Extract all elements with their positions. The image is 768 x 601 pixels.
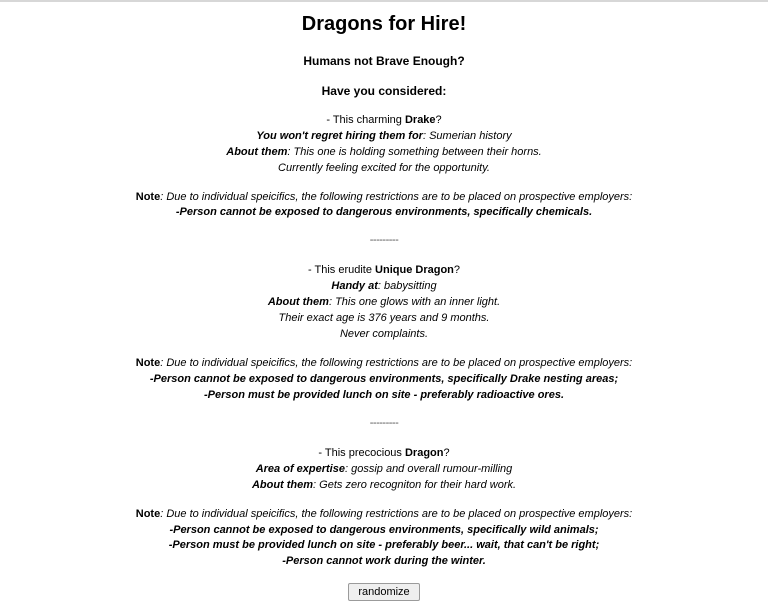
entry-note-block [8,190,760,222]
entry-lead-suffix: ? [453,264,461,277]
note-intro-text: Due to individual speicifics, the following restrictions are to be placed on prospective employers: [166,357,633,370]
entry-about-value: Gets zero recogniton for their hard work. [319,478,517,491]
entry-lead: - This charming [326,113,405,126]
controls [8,582,760,601]
entry-skill-label: Area of expertise [255,462,345,475]
note-intro-text: Due to individual speicifics, the following restrictions are to be placed on prospective employers: [166,190,633,203]
page-title: Dragons for Hire! [301,13,467,35]
entry-about-line: About them: This one is holding something between their horns. [226,145,542,158]
entry-note-block [8,356,760,404]
entry-skill-line: Handy at: babysitting [331,280,437,293]
entry-about-label: About them [251,478,314,491]
note-label: Note [135,507,161,520]
dragon-entry [8,263,760,404]
entry-about-label: About them [226,145,288,158]
dragon-entry [8,113,760,222]
entry-kind: Drake [404,113,436,126]
entry-kind: Unique Dragon [375,264,454,277]
entry-about-value: This one is holding something between their horns. [293,145,542,158]
entry-about-value: This one glows with an inner light. [335,296,501,309]
entry-skill-label: Handy at [331,280,378,293]
entry-headline [8,113,760,129]
entry-about-label: About them [267,296,329,309]
entry-note-block [8,507,760,571]
entry-about-line: About them: This one glows with an inner light. [267,296,501,309]
entry-lead-suffix: ? [443,446,450,459]
entry-headline [8,446,760,462]
page-subtitle: Humans not Brave Enough? [303,54,465,68]
entry-note-intro: Note: Due to individual speicifics, the following restrictions are to be placed on prospective employers: [135,190,633,203]
entry-kind: Dragon [404,446,444,459]
entry-restriction: -Person cannot be exposed to dangerous environments, specifically wild animals; [169,523,599,536]
entry-about-line: About them: Gets zero recogniton for their hard work. [251,478,517,491]
entry-about-extra: Never complaints. [339,328,429,341]
entry-restriction: -Person must be provided lunch on site - preferably radioactive ores. [203,388,565,401]
note-label: Note [135,190,161,203]
entry-about-extra: Currently feeling excited for the opportunity. [278,161,490,174]
page-content [0,12,768,601]
entry-note-intro: Note: Due to individual speicifics, the following restrictions are to be placed on prospective employers: [135,357,633,370]
note-intro-text: Due to individual speicifics, the following restrictions are to be placed on prospective employers: [166,507,633,520]
note-label: Note [135,357,161,370]
randomize-button[interactable]: randomize [348,583,419,601]
entry-headline [8,263,760,279]
entry-skill-value: gossip and overall rumour-milling [351,462,513,475]
entry-skill-line: Area of expertise: gossip and overall rumour-milling [255,462,513,475]
entry-skill-line: You won't regret hiring them for: Sumerian history [256,129,512,142]
entry-separator: --------- [369,416,399,429]
dragon-entry [8,446,760,571]
page-prompt: Have you considered: [321,84,447,99]
entry-restriction: -Person cannot be exposed to dangerous environments, specifically Drake nesting areas; [149,372,619,385]
entry-restriction: -Person must be provided lunch on site - preferably beer... wait, that can't be right; [168,539,600,552]
entry-lead: - This erudite [307,264,376,277]
top-divider [0,0,768,2]
entry-note-intro: Note: Due to individual speicifics, the following restrictions are to be placed on prospective employers: [135,507,633,520]
entry-skill-value: babysitting [384,280,437,293]
entry-skill-value: Sumerian history [429,129,512,142]
entry-restriction: -Person cannot work during the winter. [282,555,486,568]
entry-restriction: -Person cannot be exposed to dangerous environments, specifically chemicals. [175,206,593,219]
entry-lead-suffix: ? [435,113,442,126]
entry-about-extra: Their exact age is 376 years and 9 months. [278,312,490,325]
entry-lead: - This precocious [318,446,405,459]
entry-skill-label: You won't regret hiring them for [256,129,423,142]
entry-separator: --------- [369,234,399,247]
